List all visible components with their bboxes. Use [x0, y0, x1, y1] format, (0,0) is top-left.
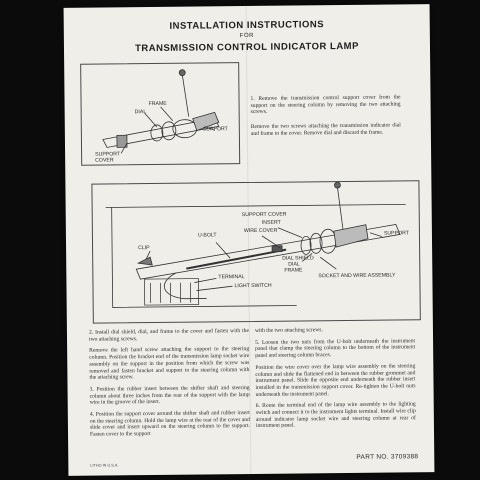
- part-number: PART NO. 3709388: [356, 453, 419, 461]
- right-paragraph: Position the wire cover over the lamp wire assembly on the steering column and slide the flattened end in between the rubber grommet and instrument panel. Slide the opposite end underneath the rubber insert installed in the transmission support cover. Re-tighten the U-bolt nuts underneath the instrument panel.: [255, 363, 416, 398]
- left-paragraph: Remove the left hand screw attaching the support to the steering column. Position the bracket end of the transmission lamp socket wire assembly on the support in the position from which the screw was removed and fasten bracket and support to the steering column with the attaching screw.: [89, 346, 250, 381]
- fig2-label-insert: INSERT: [261, 219, 281, 226]
- right-paragraph: with the two attaching screws.: [254, 327, 323, 334]
- fig1-label-frame: FRAME: [148, 100, 167, 108]
- fig2-label-clip: CLIP: [138, 245, 150, 252]
- fig2-label-dial: DIAL: [288, 261, 300, 268]
- step-1-text: 1. Remove the transmission control support cover from the support on the steering column by removing the two attaching screws.: [250, 94, 401, 116]
- step-1b-text: Remove the two screws attaching the transmission indicator dial and frame to the cover. Remove dial and discard the frame.: [250, 122, 401, 137]
- title-line-2: FOR: [239, 32, 254, 40]
- left-paragraph: 4. Position the support cover around the shifter shaft and rubber insert on the steering column. Hold the lamp wire at the rear of the cover and slide cover and insert upward on the steering column to the support. Fasten cover to the support: [89, 410, 250, 438]
- left-paragraph: 3. Position the rubber insert between the shifter shaft and steering column about three inches from the rear of the support with the lamp wire in the groove of the insert.: [89, 384, 250, 407]
- title-line-1: INSTALLATION INSTRUCTIONS: [169, 19, 325, 32]
- fig2-label-frame: FRAME: [284, 267, 303, 274]
- fig1-label-dial: DIAL: [134, 109, 147, 116]
- fig2-label-u-bolt: U-BOLT: [197, 232, 217, 239]
- fig1-label-support-cover: SUPPORT COVER: [95, 151, 121, 164]
- fig2-label-light-switch: LIGHT SWITCH: [234, 282, 272, 290]
- fig2-label-socket-wire: SOCKET AND WIRE ASSEMBLY: [318, 272, 396, 280]
- fig2-label-terminal: TERMINAL: [218, 274, 245, 281]
- fig2-label-wire-cover: WIRE COVER: [243, 227, 278, 235]
- fig1-label-support: SUPPORT: [202, 126, 228, 133]
- left-paragraph: 2. Install dial shield, dial, and frame to the cover and fasten with the two attaching screws.: [88, 328, 249, 343]
- instruction-sheet: [64, 4, 435, 476]
- right-paragraph: 5. Loosen the two nuts from the U-bolt underneath the instrument panel that clamp the steering column to the bottom of the instrument panel and steering column braces.: [255, 337, 416, 360]
- printer-credit: LITHO IN U.S.A.: [90, 463, 119, 468]
- right-paragraph: 6. Route the terminal end of the lamp wire assembly to the lighting switch and connect it to the instrument lights terminal. Install wire clip around indicator lamp socket wire and steering column at rear of instrument panel.: [255, 401, 416, 430]
- fig2-label-dial-shield: DIAL SHIELD: [282, 255, 314, 262]
- right-column: [255, 326, 416, 435]
- fig2-label-support: SUPPORT: [383, 230, 409, 237]
- fig2-label-support-cover: SUPPORT COVER: [241, 211, 287, 219]
- left-column: [89, 328, 250, 444]
- title-line-3: TRANSMISSION CONTROL INDICATOR LAMP: [134, 40, 359, 55]
